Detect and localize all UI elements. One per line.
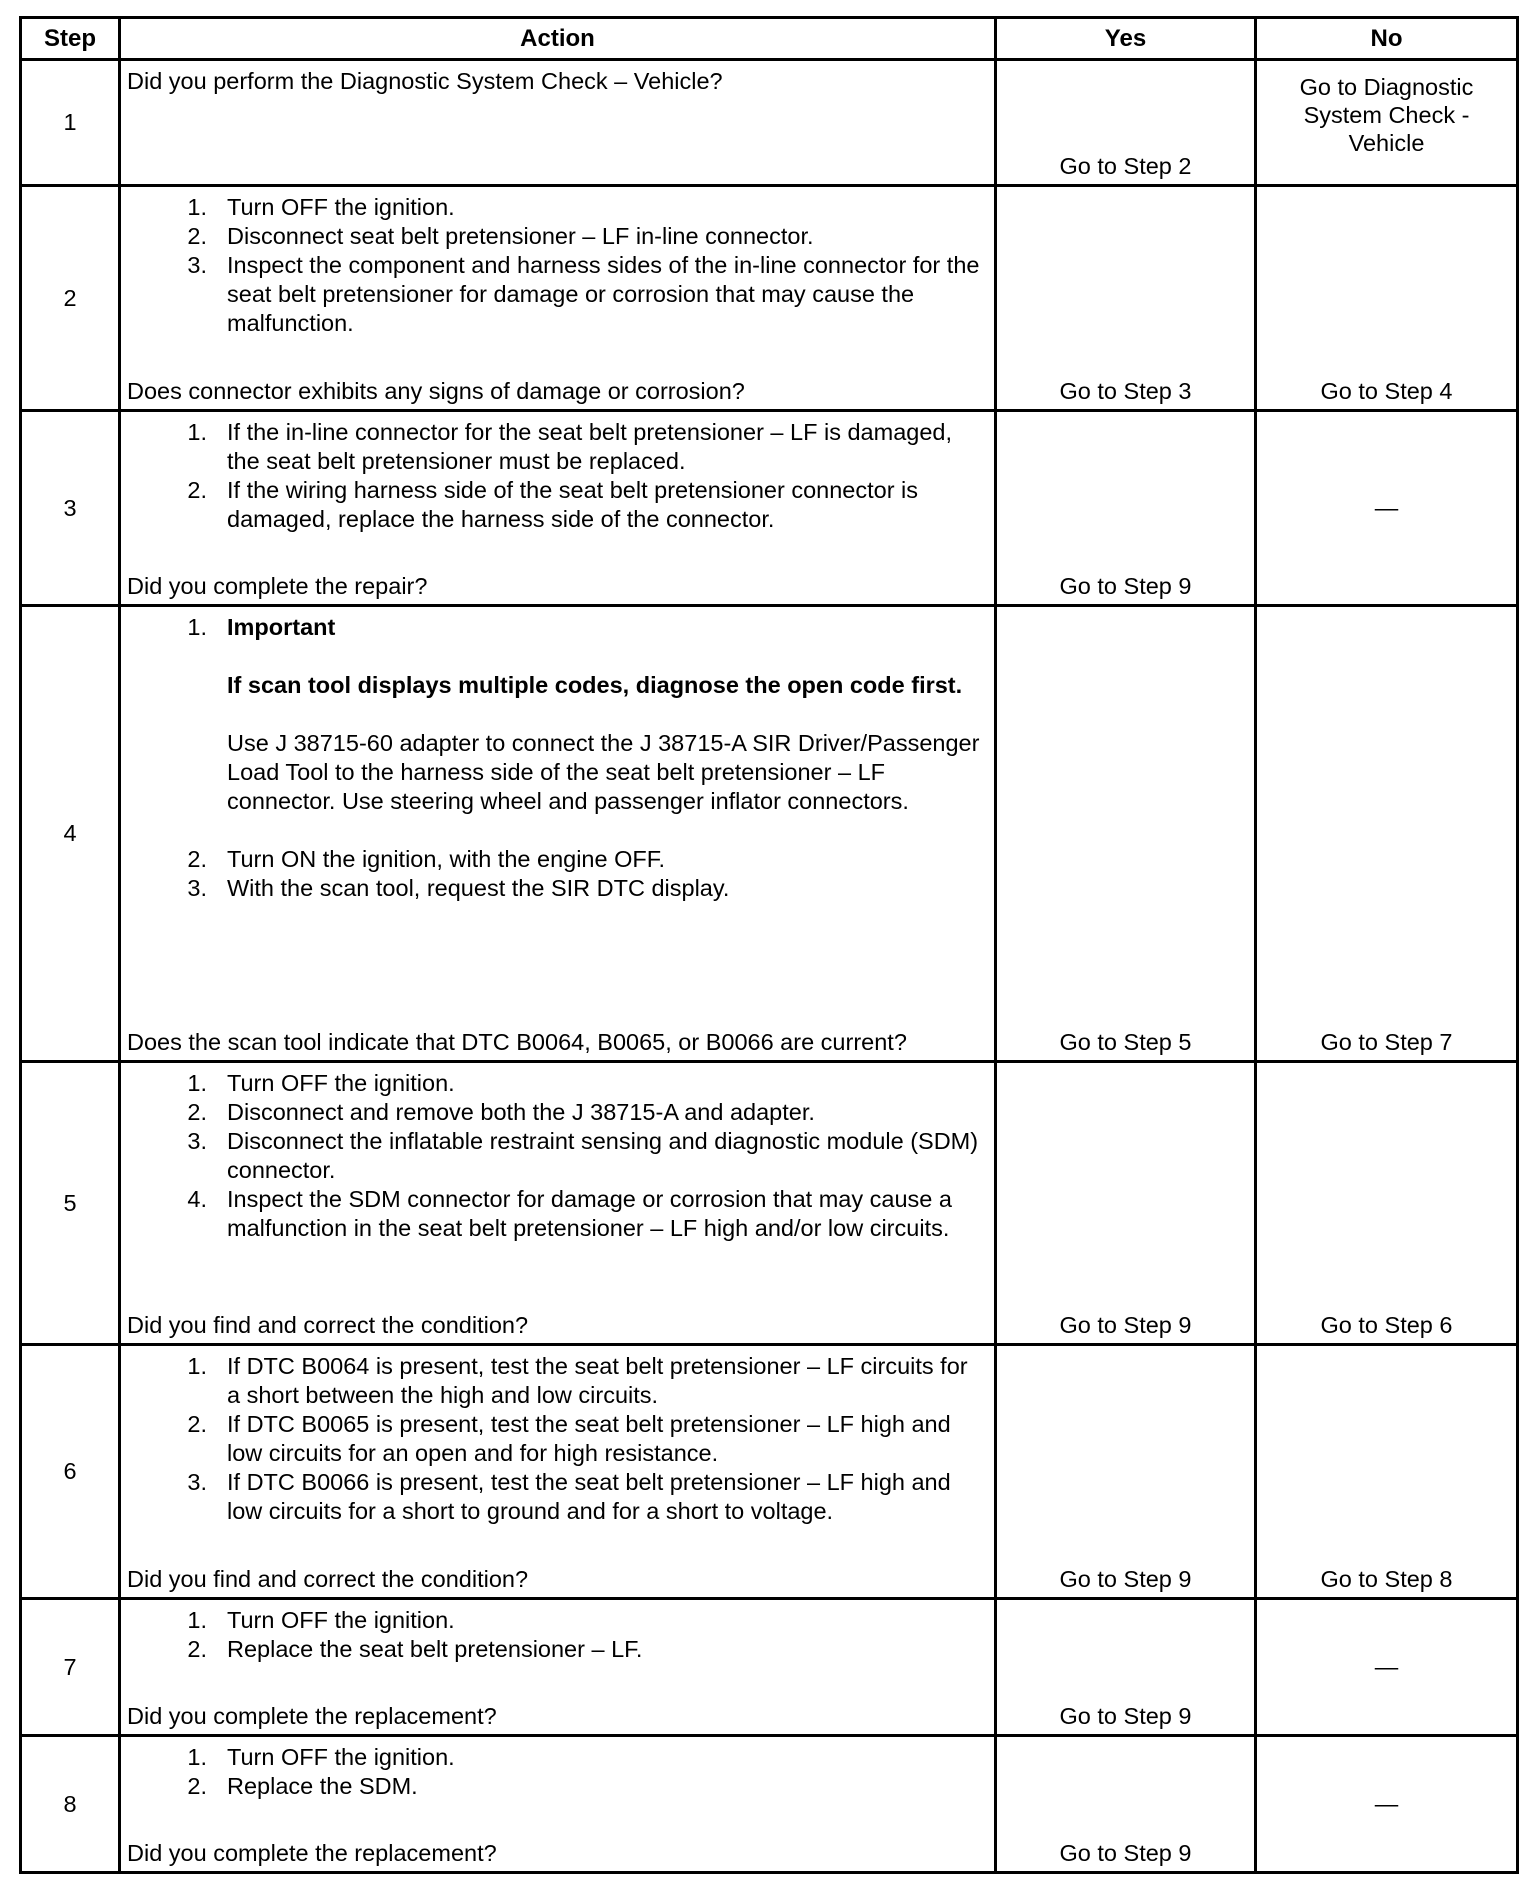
no-answer: — bbox=[1374, 1653, 1399, 1680]
important-text: Use J 38715-60 adapter to connect the J 38715-A SIR Driver/Passenger Load Tool to the harness side of the seat belt pretensioner – LF connector. Use steering wheel and passenger inflator connectors. bbox=[227, 730, 980, 814]
step-number: 3 bbox=[21, 411, 120, 606]
no-cell bbox=[1256, 60, 1518, 186]
no-answer: Go to Diagnostic System Check - Vehicle bbox=[1299, 74, 1474, 156]
no-answer: Go to Step 4 bbox=[1320, 378, 1453, 404]
action-cell bbox=[120, 1736, 996, 1873]
action-step: 4. Inspect the SDM connector for damage or corrosion that may cause a malfunction in the seat belt pretensioner – LF high and/or low circuits. bbox=[187, 1186, 952, 1241]
action-step: 3. Disconnect the inflatable restraint sensing and diagnostic module (SDM) connector. bbox=[187, 1128, 979, 1183]
action-step: 2. Disconnect and remove both the J 38715-A and adapter. bbox=[187, 1099, 815, 1125]
yes-answer: Go to Step 5 bbox=[1059, 1029, 1192, 1055]
action-step: 2. Replace the SDM. bbox=[187, 1773, 418, 1799]
table-row bbox=[21, 411, 1518, 606]
table-row bbox=[21, 60, 1518, 186]
yes-cell bbox=[996, 411, 1256, 606]
no-cell bbox=[1256, 1736, 1518, 1873]
action-step: 2. Replace the seat belt pretensioner – LF. bbox=[187, 1636, 643, 1662]
header-action: Action bbox=[120, 18, 996, 60]
action-step: 2. Turn ON the ignition, with the engine OFF. bbox=[187, 846, 666, 872]
header-row bbox=[21, 18, 1518, 60]
yes-cell bbox=[996, 1599, 1256, 1736]
step-number: 6 bbox=[21, 1345, 120, 1599]
no-answer: — bbox=[1374, 1790, 1399, 1817]
question-text: Did you complete the replacement? bbox=[127, 1840, 497, 1866]
action-steps bbox=[127, 193, 984, 338]
important-label: Important bbox=[227, 614, 336, 640]
header-no: No bbox=[1256, 18, 1518, 60]
yes-answer: Go to Step 9 bbox=[1059, 1312, 1192, 1338]
step-number: 2 bbox=[21, 186, 120, 411]
action-cell bbox=[120, 1599, 996, 1736]
yes-cell bbox=[996, 606, 1256, 1062]
important-note: If scan tool displays multiple codes, diagnose the open code first. bbox=[227, 672, 963, 698]
yes-answer: Go to Step 9 bbox=[1059, 1566, 1192, 1592]
action-steps bbox=[127, 1743, 984, 1801]
step-number: 7 bbox=[21, 1599, 120, 1736]
table-row bbox=[21, 1062, 1518, 1345]
step-number: 5 bbox=[21, 1062, 120, 1345]
yes-answer: Go to Step 2 bbox=[1059, 153, 1192, 179]
no-cell bbox=[1256, 1345, 1518, 1599]
diagnostic-table bbox=[19, 16, 1519, 1874]
yes-answer: Go to Step 3 bbox=[1059, 378, 1192, 404]
no-answer: Go to Step 7 bbox=[1320, 1029, 1453, 1055]
action-cell bbox=[120, 411, 996, 606]
table-row bbox=[21, 1736, 1518, 1873]
action-steps bbox=[127, 418, 984, 534]
step-number: 1 bbox=[21, 60, 120, 186]
table-row bbox=[21, 186, 1518, 411]
no-cell bbox=[1256, 606, 1518, 1062]
action-steps bbox=[127, 613, 984, 642]
yes-cell bbox=[996, 60, 1256, 186]
action-steps bbox=[127, 1352, 984, 1526]
yes-cell bbox=[996, 1345, 1256, 1599]
action-step: 3. With the scan tool, request the SIR DTC display. bbox=[187, 875, 730, 901]
action-step: 2. Disconnect seat belt pretensioner – LF in-line connector. bbox=[187, 223, 814, 249]
action-cell bbox=[120, 186, 996, 411]
action-steps bbox=[127, 1606, 984, 1664]
no-answer: Go to Step 8 bbox=[1320, 1566, 1453, 1592]
no-cell bbox=[1256, 1599, 1518, 1736]
action-step: 1. Turn OFF the ignition. bbox=[187, 1744, 455, 1770]
action-steps bbox=[127, 1069, 984, 1243]
question-text: Did you complete the repair? bbox=[127, 573, 428, 599]
question-text: Does the scan tool indicate that DTC B0064, B0065, or B0066 are current? bbox=[127, 1029, 907, 1055]
no-answer: — bbox=[1374, 494, 1399, 521]
action-step: 2. If DTC B0065 is present, test the seat belt pretensioner – LF high and low circuits for an open and for high resistance. bbox=[187, 1411, 951, 1466]
yes-cell bbox=[996, 186, 1256, 411]
action-steps bbox=[127, 845, 984, 903]
yes-answer: Go to Step 9 bbox=[1059, 573, 1192, 599]
action-step: 1. If DTC B0064 is present, test the seat belt pretensioner – LF circuits for a short between the high and low circuits. bbox=[187, 1353, 968, 1408]
no-cell bbox=[1256, 411, 1518, 606]
action-step: 3. Inspect the component and harness sides of the in-line connector for the seat belt pretensioner for damage or corrosion that may cause the malfunction. bbox=[187, 252, 980, 336]
no-cell bbox=[1256, 1062, 1518, 1345]
action-step: 1. Important bbox=[187, 614, 336, 640]
action-cell bbox=[120, 60, 996, 186]
header-step: Step bbox=[21, 18, 120, 60]
question-text: Did you find and correct the condition? bbox=[127, 1312, 529, 1338]
yes-answer: Go to Step 9 bbox=[1059, 1840, 1192, 1866]
yes-cell bbox=[996, 1062, 1256, 1345]
step-number: 4 bbox=[21, 606, 120, 1062]
question-text: Did you complete the replacement? bbox=[127, 1703, 497, 1729]
no-cell bbox=[1256, 186, 1518, 411]
action-step: 1. Turn OFF the ignition. bbox=[187, 1607, 455, 1633]
question-text: Did you perform the Diagnostic System Check – Vehicle? bbox=[127, 68, 723, 94]
action-step: 1. If the in-line connector for the seat belt pretensioner – LF is damaged, the seat belt pretensioner must be replaced. bbox=[187, 419, 953, 474]
header-yes: Yes bbox=[996, 18, 1256, 60]
yes-cell bbox=[996, 1736, 1256, 1873]
question-text: Does connector exhibits any signs of damage or corrosion? bbox=[127, 378, 745, 404]
action-step: 2. If the wiring harness side of the seat belt pretensioner connector is damaged, replace the harness side of the connector. bbox=[187, 477, 919, 532]
yes-answer: Go to Step 9 bbox=[1059, 1703, 1192, 1729]
table-row bbox=[21, 606, 1518, 1062]
action-cell bbox=[120, 1062, 996, 1345]
no-answer: Go to Step 6 bbox=[1320, 1312, 1453, 1338]
table-row bbox=[21, 1345, 1518, 1599]
action-step: 1. Turn OFF the ignition. bbox=[187, 194, 455, 220]
table-row bbox=[21, 1599, 1518, 1736]
action-cell bbox=[120, 1345, 996, 1599]
action-cell bbox=[120, 606, 996, 1062]
action-step: 1. Turn OFF the ignition. bbox=[187, 1070, 455, 1096]
action-step: 3. If DTC B0066 is present, test the seat belt pretensioner – LF high and low circuits for a short to ground and for a short to voltage. bbox=[187, 1469, 951, 1524]
step-number: 8 bbox=[21, 1736, 120, 1873]
question-text: Did you find and correct the condition? bbox=[127, 1566, 529, 1592]
